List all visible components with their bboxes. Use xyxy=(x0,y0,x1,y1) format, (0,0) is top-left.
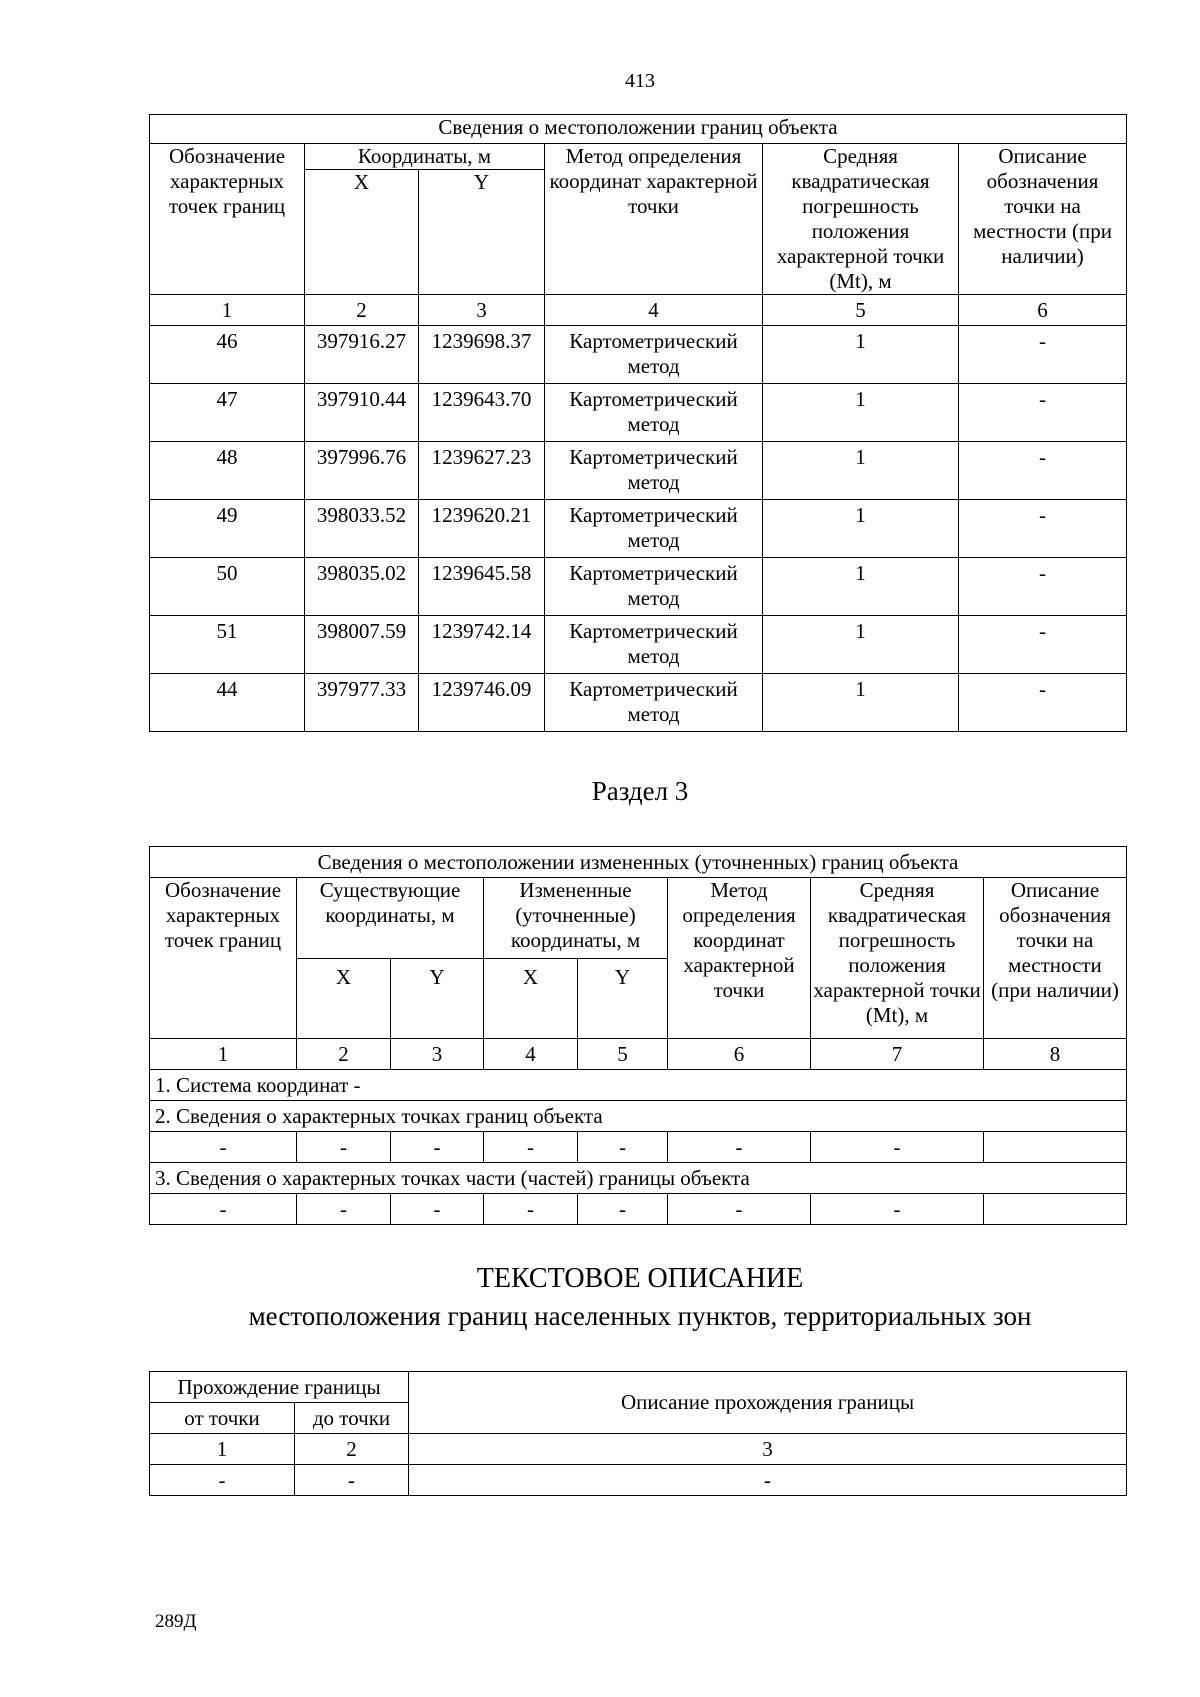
y-cell: 1239742.14 xyxy=(419,616,545,674)
header-y: Y xyxy=(419,170,545,295)
text-description-title: ТЕКСТОВОЕ ОПИСАНИЕ xyxy=(476,1263,804,1294)
col-number: 8 xyxy=(984,1039,1127,1070)
cell xyxy=(984,1132,1127,1163)
cell: - xyxy=(295,1465,409,1496)
col-number: 2 xyxy=(305,295,419,326)
col-number: 4 xyxy=(484,1039,578,1070)
cell: - xyxy=(578,1194,668,1225)
x-cell: 397977.33 xyxy=(305,674,419,732)
x-cell: 398033.52 xyxy=(305,500,419,558)
point-cell: 46 xyxy=(150,326,305,384)
col-number: 3 xyxy=(419,295,545,326)
error-cell: 1 xyxy=(763,442,959,500)
col-number: 4 xyxy=(545,295,763,326)
col-number: 7 xyxy=(811,1039,984,1070)
text-description-subtitle: местоположения границ населенных пунктов, территориальных зон xyxy=(248,1301,1032,1331)
y-cell: 1239746.09 xyxy=(419,674,545,732)
col-number: 1 xyxy=(150,1434,295,1465)
cell: - xyxy=(484,1132,578,1163)
cell: - xyxy=(578,1132,668,1163)
desc-cell: - xyxy=(959,616,1127,674)
header-point: Обозначение характерных точек границ xyxy=(150,144,305,295)
table-row xyxy=(150,1465,1127,1496)
header-error: Средняя квадратическая погрешность положения характерной точки (Mt), м xyxy=(763,144,959,295)
table-row xyxy=(150,384,1127,442)
table-row xyxy=(150,500,1127,558)
table-row xyxy=(150,1132,1127,1163)
method-cell: Картометрический метод xyxy=(545,616,763,674)
points-section-line: 2. Сведения о характерных точках границ объекта xyxy=(150,1101,1127,1132)
cell: - xyxy=(391,1194,484,1225)
table-row xyxy=(150,442,1127,500)
method-cell: Картометрический метод xyxy=(545,558,763,616)
table-caption: Сведения о местоположении измененных (уточненных) границ объекта xyxy=(150,847,1127,878)
x-cell: 398007.59 xyxy=(305,616,419,674)
table-row xyxy=(150,558,1127,616)
header-to: до точки xyxy=(295,1403,409,1434)
cell: - xyxy=(668,1132,811,1163)
cell: - xyxy=(150,1132,297,1163)
y-cell: 1239645.58 xyxy=(419,558,545,616)
method-cell: Картометрический метод xyxy=(545,674,763,732)
col-number: 2 xyxy=(297,1039,391,1070)
desc-cell: - xyxy=(959,500,1127,558)
col-number: 1 xyxy=(150,1039,297,1070)
x-cell: 397996.76 xyxy=(305,442,419,500)
header-coords: Координаты, м xyxy=(305,144,545,170)
table-row xyxy=(150,616,1127,674)
header-passage: Прохождение границы xyxy=(150,1372,409,1403)
header-y: Y xyxy=(391,959,484,1039)
col-number: 6 xyxy=(959,295,1127,326)
cell: - xyxy=(297,1132,391,1163)
page-number: 413 xyxy=(625,70,655,92)
y-cell: 1239627.23 xyxy=(419,442,545,500)
header-desc: Описание обозначения точки на местности (при наличии) xyxy=(984,878,1127,1039)
method-cell: Картометрический метод xyxy=(545,384,763,442)
header-x: X xyxy=(297,959,391,1039)
desc-cell: - xyxy=(959,384,1127,442)
method-cell: Картометрический метод xyxy=(545,500,763,558)
point-cell: 51 xyxy=(150,616,305,674)
table-row xyxy=(150,1194,1127,1225)
method-cell: Картометрический метод xyxy=(545,442,763,500)
cell: - xyxy=(811,1194,984,1225)
header-y: Y xyxy=(578,959,668,1039)
desc-cell: - xyxy=(959,674,1127,732)
point-cell: 48 xyxy=(150,442,305,500)
header-method: Метод определения координат характерной точки xyxy=(668,878,811,1039)
boundary-table xyxy=(149,114,1127,732)
header-description: Описание прохождения границы xyxy=(409,1372,1127,1434)
cell: - xyxy=(484,1194,578,1225)
x-cell: 398035.02 xyxy=(305,558,419,616)
point-cell: 47 xyxy=(150,384,305,442)
desc-cell: - xyxy=(959,442,1127,500)
cell: - xyxy=(297,1194,391,1225)
desc-cell: - xyxy=(959,326,1127,384)
desc-cell: - xyxy=(959,558,1127,616)
coordinate-system-line: 1. Система координат - xyxy=(150,1070,1127,1101)
col-number: 3 xyxy=(391,1039,484,1070)
point-cell: 49 xyxy=(150,500,305,558)
header-method: Метод определения координат характерной точки xyxy=(545,144,763,295)
table-row xyxy=(150,326,1127,384)
col-number: 5 xyxy=(763,295,959,326)
col-number: 3 xyxy=(409,1434,1127,1465)
y-cell: 1239620.21 xyxy=(419,500,545,558)
cell: - xyxy=(150,1465,295,1496)
point-cell: 50 xyxy=(150,558,305,616)
cell: - xyxy=(811,1132,984,1163)
error-cell: 1 xyxy=(763,500,959,558)
error-cell: 1 xyxy=(763,326,959,384)
error-cell: 1 xyxy=(763,674,959,732)
table-caption: Сведения о местоположении границ объекта xyxy=(150,115,1127,144)
header-x: X xyxy=(305,170,419,295)
y-cell: 1239643.70 xyxy=(419,384,545,442)
error-cell: 1 xyxy=(763,384,959,442)
cell: - xyxy=(668,1194,811,1225)
parts-section-line: 3. Сведения о характерных точках части (частей) границы объекта xyxy=(150,1163,1127,1194)
header-from: от точки xyxy=(150,1403,295,1434)
header-existing: Существующие координаты, м xyxy=(297,878,484,959)
cell: - xyxy=(409,1465,1127,1496)
header-changed: Измененные (уточненные) координаты, м xyxy=(484,878,668,959)
col-number: 6 xyxy=(668,1039,811,1070)
x-cell: 397910.44 xyxy=(305,384,419,442)
section-title: Раздел 3 xyxy=(591,776,689,806)
header-desc: Описание обозначения точки на местности (при наличии) xyxy=(959,144,1127,295)
method-cell: Картометрический метод xyxy=(545,326,763,384)
table-row xyxy=(150,674,1127,732)
footer-code: 289Д xyxy=(155,1611,197,1632)
boundary-passage-table xyxy=(149,1371,1127,1496)
y-cell: 1239698.37 xyxy=(419,326,545,384)
header-error: Средняя квадратическая погрешность положения характерной точки (Mt), м xyxy=(811,878,984,1039)
error-cell: 1 xyxy=(763,558,959,616)
cell: - xyxy=(391,1132,484,1163)
col-number: 5 xyxy=(578,1039,668,1070)
header-point: Обозначение характерных точек границ xyxy=(150,878,297,1039)
point-cell: 44 xyxy=(150,674,305,732)
error-cell: 1 xyxy=(763,616,959,674)
x-cell: 397916.27 xyxy=(305,326,419,384)
col-number: 1 xyxy=(150,295,305,326)
col-number: 2 xyxy=(295,1434,409,1465)
changed-boundary-table xyxy=(149,846,1127,1225)
cell: - xyxy=(150,1194,297,1225)
header-x: X xyxy=(484,959,578,1039)
cell xyxy=(984,1194,1127,1225)
